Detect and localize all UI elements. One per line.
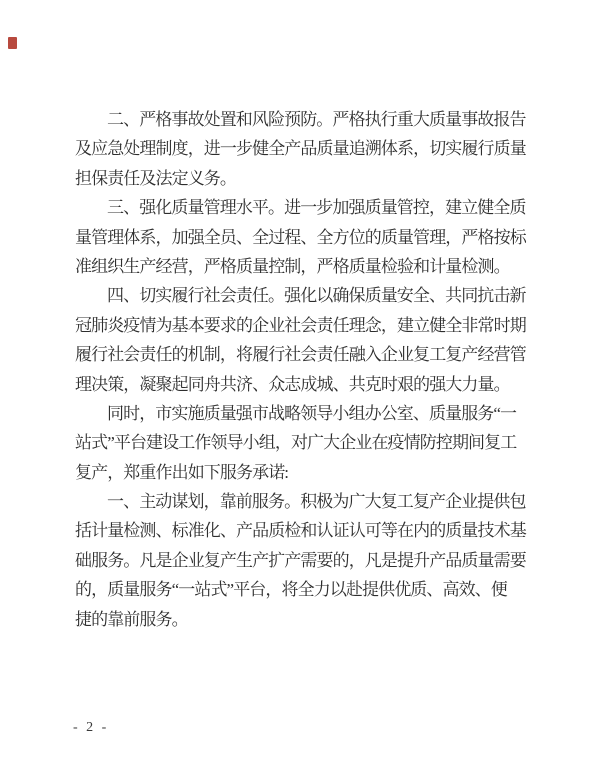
text-line: 三、强化质量管理水平。进一步加强质量管控，建立健全质	[107, 198, 526, 218]
text-line: 及应急处理制度，进一步健全产品质量追溯体系，切实履行质量	[75, 139, 526, 159]
text-line: 冠肺炎疫情为基本要求的企业社会责任理念，建立健全非常时期	[75, 315, 526, 335]
text-line: 履行社会责任的机制，将履行社会责任融入企业复工复产经营管	[75, 345, 526, 365]
text-line: 的，质量服务“一站式”平台，将全力以赴提供优质、高效、便	[75, 580, 507, 600]
text-line: 复产，郑重作出如下服务承诺:	[75, 462, 289, 482]
text-line: 础服务。凡是企业复产生产扩产需要的，凡是提升产品质量需要	[75, 550, 526, 570]
text-line: 担保责任及法定义务。	[75, 168, 236, 188]
paragraph	[75, 105, 527, 193]
paragraph	[75, 281, 527, 399]
text-line: 四、切实履行社会责任。强化以确保质量安全、共同抗击新	[107, 286, 526, 306]
text-line: 站式”平台建设工作领导小组，对广大企业在疫情防控期间复工	[75, 433, 517, 453]
text-line: 理决策，凝聚起同舟共济、众志成城、共克时艰的强大力量。	[75, 374, 510, 394]
text-line: 同时，市实施质量强市战略领导小组办公室、质量服务“一	[107, 403, 517, 423]
red-ink-mark	[8, 37, 17, 49]
text-line: 量管理体系，加强全员、全过程、全方位的质量管理，严格按标	[75, 227, 526, 247]
page-number: - 2 -	[73, 720, 108, 735]
text-line: 准组织生产经营，严格质量控制，严格质量检验和计量检测。	[75, 256, 510, 276]
document-body	[75, 105, 527, 634]
text-line: 一、主动谋划，靠前服务。积极为广大复工复产企业提供包	[107, 492, 526, 512]
paragraph	[75, 487, 527, 634]
text-line: 二、严格事故处置和风险预防。严格执行重大质量事故报告	[107, 110, 526, 129]
paragraph	[75, 399, 527, 487]
text-line: 括计量检测、标准化、产品质检和认证认可等在内的质量技术基	[75, 521, 526, 541]
paragraph	[75, 193, 527, 281]
text-line: 捷的靠前服务。	[75, 609, 188, 629]
